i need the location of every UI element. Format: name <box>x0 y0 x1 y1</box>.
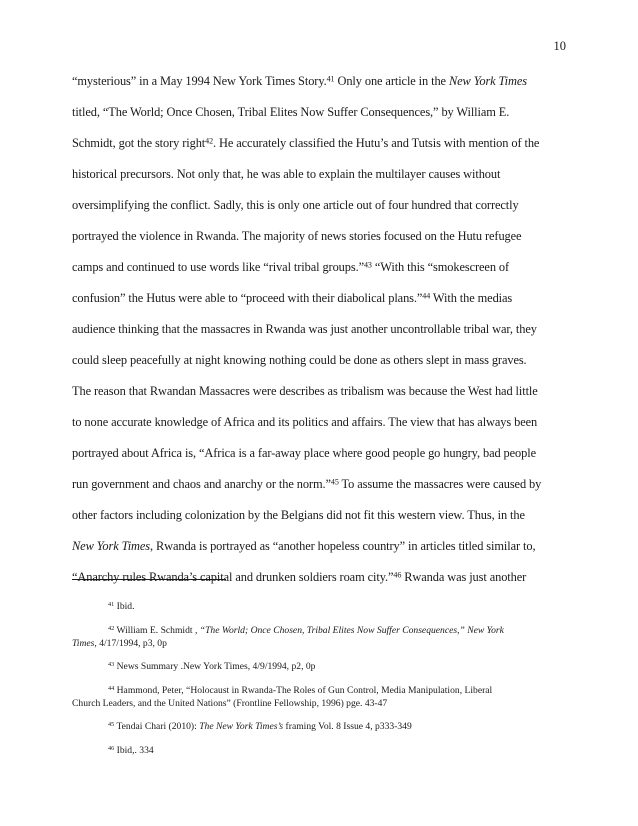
body-line-1: “mysterious” in a May 1994 New York Times Story.$^{41}$ Only one article in the New York Times <box>72 74 527 88</box>
body-line-3: Schmidt, got the story right$^{42}$. He accurately classified the Hutu’s and Tutsis with mention of the <box>72 136 540 150</box>
footnote-46: $^{46}$ Ibid,. 334 <box>108 745 154 756</box>
body-line-9: audience thinking that the massacres in Rwanda was just another uncontrollable tribal war, they <box>72 322 537 336</box>
body-line-11: The reason that Rwandan Massacres were describes as tribalism was because the West had little <box>72 384 538 398</box>
footnote-45: $^{45}$ Tendai Chari (2010): The New York Times’s framing Vol. 8 Issue 4, p333-349 <box>108 721 412 732</box>
body-line-6: portrayed the violence in Rwanda. The majority of news stories focused on the Hutu refugee <box>72 229 522 243</box>
body-line-12: to none accurate knowledge of Africa and its politics and affairs. The view that has always been <box>72 415 538 429</box>
body-line-7: camps and continued to use words like “rival tribal groups.”$^{43}$ “With this “smokescreen of <box>72 260 510 274</box>
footnote-43: $^{43}$ News Summary .New York Times, 4/9/1994, p2, 0p <box>108 661 316 672</box>
footnote-42: $^{42}$ William E. Schmidt , “The World; Once Chosen, Tribal Elites Now Suffer Consequences,” New York Times, 4/17/1994, p3, 0p <box>72 625 504 649</box>
body-line-5: oversimplifying the conflict. Sadly, this is only one article out of four hundred that correctly <box>72 198 519 212</box>
body-line-16: New York Times, Rwanda is portrayed as “another hopeless country” in articles titled similar to, <box>72 539 536 553</box>
body-line-8: confusion” the Hutus were able to “proceed with their diabolical plans.”$^{44}$ With the medias <box>72 291 513 305</box>
body-line-4: historical precursors. Not only that, he was able to explain the multilayer causes without <box>72 167 501 181</box>
body-line-2: titled, “The World; Once Chosen, Tribal Elites Now Suffer Consequences,” by William E. <box>72 105 510 119</box>
footnote-separator <box>72 579 226 580</box>
body-line-17: “Anarchy rules Rwanda’s capital and drunken soldiers roam city.”$^{46}$ Rwanda was just another <box>72 570 527 584</box>
body-line-10: could sleep peacefully at night knowing nothing could be done as others slept in mass graves. <box>72 353 527 367</box>
footnote-44: $^{44}$ Hammond, Peter, “Holocaust in Rwanda-The Roles of Gun Control, Media Manipulation, Liberal Church Leaders, and the United Nations” (Frontline Fellowship, 1996) pge. 43-47 <box>72 685 493 709</box>
page-number: 10 <box>553 39 566 53</box>
body-line-14: run government and chaos and anarchy or the norm.”$^{45}$ To assume the massacres were caused by <box>72 477 542 491</box>
body-line-15: other factors including colonization by the Belgians did not fit this western view. Thus, in the <box>72 508 525 522</box>
body-line-13: portrayed about Africa is, “Africa is a far-away place where good people go hungry, bad people <box>72 446 536 460</box>
footnote-41: $^{41}$ Ibid. <box>108 601 135 612</box>
